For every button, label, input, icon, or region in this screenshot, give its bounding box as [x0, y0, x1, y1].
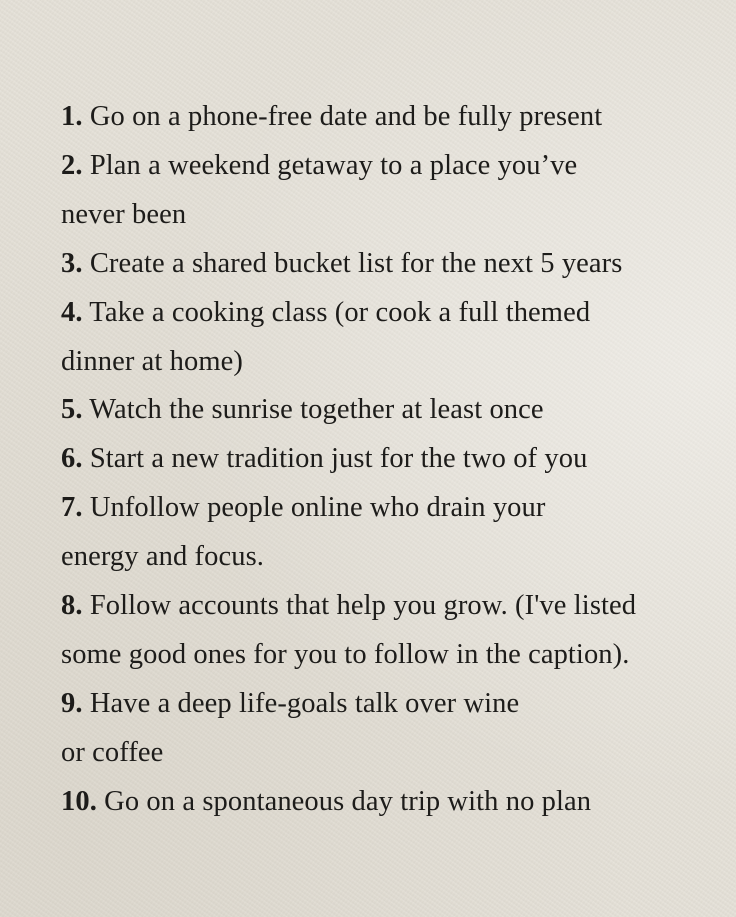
list-item: [61, 435, 721, 484]
item-line: [61, 93, 721, 142]
item-number: 2.: [61, 149, 83, 181]
list-item: [61, 289, 721, 387]
item-text-continuation: some good ones for you to follow in the caption).: [61, 638, 630, 670]
item-number: 5.: [61, 394, 83, 426]
item-line: [61, 778, 721, 827]
item-line: [61, 240, 721, 289]
item-number: 10.: [61, 785, 97, 817]
list-item: [61, 142, 721, 240]
list-item: [61, 93, 721, 142]
item-line: [61, 435, 721, 484]
list-item: [61, 582, 721, 680]
item-number: 4.: [61, 296, 83, 328]
item-text: Start a new tradition just for the two of you: [89, 443, 588, 475]
item-text: Plan a weekend getaway to a place you’ve: [89, 149, 578, 181]
item-number: 1.: [61, 101, 83, 132]
item-text: Unfollow people online who drain your: [89, 492, 546, 524]
list-page: [61, 93, 721, 827]
item-line: [61, 582, 721, 631]
list-item: [61, 240, 721, 289]
item-line: [61, 484, 721, 533]
item-line: [61, 680, 721, 729]
item-text: Go on a spontaneous day trip with no plan: [104, 785, 592, 817]
item-text-continuation: or coffee: [61, 736, 164, 768]
item-line: [61, 386, 721, 435]
item-number: 8.: [61, 590, 83, 622]
list-item: [61, 778, 721, 827]
item-text: Have a deep life-goals talk over wine: [89, 687, 520, 719]
item-text: Watch the sunrise together at least once: [89, 394, 544, 426]
item-number: 7.: [61, 492, 83, 524]
list-item: [61, 386, 721, 435]
item-text: Go on a phone-free date and be fully present: [89, 101, 603, 132]
item-number: 9.: [61, 687, 83, 719]
item-text-continuation: dinner at home): [61, 345, 243, 377]
list-item: [61, 484, 721, 582]
list-item: [61, 680, 721, 778]
item-number: 6.: [61, 443, 83, 475]
item-text: Follow accounts that help you grow. (I've listed: [89, 590, 637, 622]
item-text-continuation: energy and focus.: [61, 541, 264, 573]
item-text-continuation: never been: [61, 198, 187, 230]
item-text: Create a shared bucket list for the next 5 years: [89, 247, 623, 279]
item-text: Take a cooking class (or cook a full themed: [89, 296, 591, 328]
item-line: [61, 142, 721, 191]
item-number: 3.: [61, 247, 83, 279]
item-line: [61, 289, 721, 338]
